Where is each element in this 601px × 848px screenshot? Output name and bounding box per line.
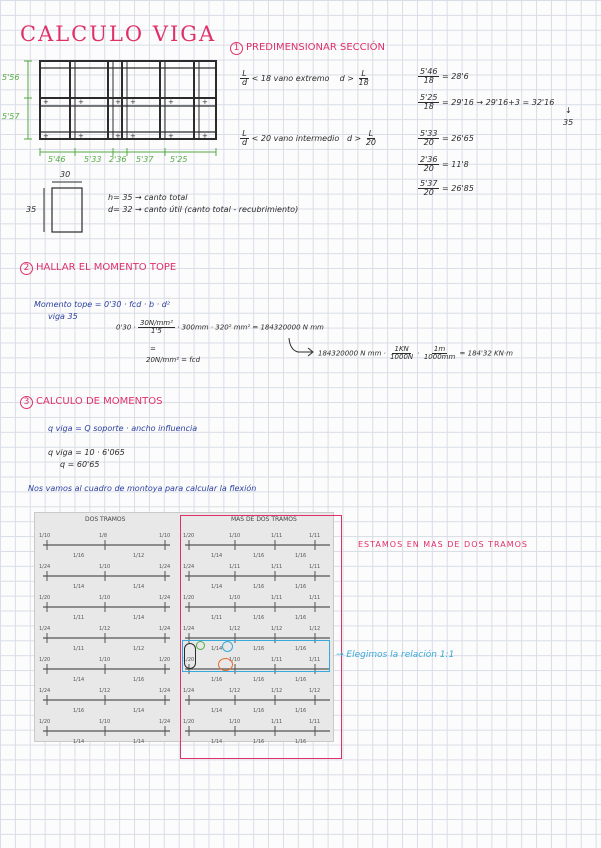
svg-text:1/16: 1/16	[73, 708, 85, 714]
dim-bottom-2: 5'33	[84, 155, 102, 164]
svg-text:1/16: 1/16	[295, 677, 307, 683]
black-circle-mark	[184, 643, 196, 669]
table-left-header: DOS TRAMOS	[85, 516, 126, 523]
svg-text:1/16: 1/16	[295, 553, 307, 559]
svg-text:1/16: 1/16	[295, 739, 307, 743]
svg-text:1/24: 1/24	[183, 626, 195, 632]
calc2: $\frac{5'25}{18}$ = 29'16 → 29'16+3 = 32'16	[420, 93, 555, 111]
svg-text:+: +	[43, 132, 49, 140]
svg-text:1/11: 1/11	[271, 533, 283, 539]
svg-text:1/11: 1/11	[229, 564, 241, 570]
svg-text:1/11: 1/11	[271, 657, 283, 663]
svg-text:1/14: 1/14	[211, 739, 223, 743]
unit-conversion: 184320000 N mm · $\frac{1KN}{1000N}$ · $\frac{1m}{1000mm}$ = 184'32 KN·m	[318, 345, 513, 361]
step3-title: CALCULO DE MOMENTOS	[36, 396, 163, 407]
svg-text:1/24: 1/24	[39, 626, 51, 632]
step1-title: PREDIMENSIONAR SECCIÓN	[246, 42, 385, 53]
relation-note: → Elegimos la relación 1:1	[336, 650, 455, 660]
svg-text:+: +	[168, 98, 174, 106]
svg-text:1/14: 1/14	[133, 739, 145, 743]
svg-text:1/10: 1/10	[99, 719, 111, 725]
section-height: 35	[26, 205, 37, 214]
svg-text:1/12: 1/12	[229, 626, 241, 632]
moment-formula: Momento tope = 0'30 · fcd · b · d²	[34, 300, 170, 309]
svg-text:1/11: 1/11	[309, 719, 321, 725]
svg-text:1/20: 1/20	[183, 595, 195, 601]
calc1: $\frac{5'46}{18}$ = 28'6	[420, 67, 469, 85]
equals-mark: =	[150, 345, 156, 353]
page-title: CALCULO VIGA	[20, 22, 217, 46]
svg-text:1/10: 1/10	[229, 533, 241, 539]
q-formula: q viga = Q soporte · ancho influencia	[48, 424, 198, 433]
fcd-value: 20N/mm² = fcd	[146, 356, 201, 364]
svg-text:+: +	[78, 98, 84, 106]
svg-text:1/16: 1/16	[253, 615, 265, 621]
svg-text:1/14: 1/14	[133, 584, 145, 590]
note-h: h= 35 → canto total	[108, 193, 188, 202]
svg-text:1/14: 1/14	[211, 708, 223, 714]
green-circle-mark	[196, 641, 205, 650]
step2-heading	[20, 262, 176, 275]
svg-text:1/12: 1/12	[271, 688, 283, 694]
svg-text:1/16: 1/16	[73, 553, 85, 559]
svg-text:+: +	[78, 132, 84, 140]
svg-text:1/11: 1/11	[271, 719, 283, 725]
svg-text:1/11: 1/11	[271, 595, 283, 601]
svg-text:1/24: 1/24	[183, 564, 195, 570]
svg-text:1/16: 1/16	[253, 708, 265, 714]
mas-de-dos-tramos-note: ESTAMOS EN MAS DE DOS TRAMOS	[358, 540, 528, 549]
mas-de-dos-tramos-highlight	[180, 515, 342, 759]
svg-text:1/16: 1/16	[133, 677, 145, 683]
svg-text:1/10: 1/10	[99, 657, 111, 663]
rule1: $\frac{L}{d}$ < 18 vano extremo d > $\frac{L}{18}$	[242, 69, 369, 87]
svg-text:1/20: 1/20	[183, 657, 195, 663]
svg-text:+: +	[43, 98, 49, 106]
svg-text:1/11: 1/11	[211, 615, 223, 621]
svg-text:1/14: 1/14	[211, 646, 223, 652]
svg-text:1/12: 1/12	[229, 688, 241, 694]
svg-text:+: +	[168, 132, 174, 140]
step1-heading	[230, 42, 385, 55]
svg-text:1/24: 1/24	[39, 688, 51, 694]
viga-label: viga 35	[48, 312, 78, 321]
calc2-final: 35	[563, 118, 574, 127]
svg-text:1/16: 1/16	[295, 584, 307, 590]
calc3: $\frac{5'33}{20}$ = 26'65	[420, 129, 474, 147]
dim-bottom-4: 5'37	[136, 155, 154, 164]
svg-text:1/20: 1/20	[183, 533, 195, 539]
svg-text:1/20: 1/20	[159, 657, 171, 663]
svg-text:1/11: 1/11	[309, 595, 321, 601]
blue-circle-mark	[222, 641, 233, 652]
svg-text:1/10: 1/10	[99, 595, 111, 601]
svg-text:1/16: 1/16	[253, 739, 265, 743]
conversion-arrow-icon	[286, 336, 316, 358]
step2-number: 2	[20, 262, 33, 275]
svg-text:1/16: 1/16	[253, 646, 265, 652]
svg-text:1/12: 1/12	[309, 688, 321, 694]
svg-text:1/24: 1/24	[159, 564, 171, 570]
beam-section-drawing	[38, 176, 94, 236]
svg-text:1/14: 1/14	[73, 739, 85, 743]
svg-text:+: +	[130, 98, 136, 106]
svg-text:1/24: 1/24	[183, 688, 195, 694]
svg-text:1/10: 1/10	[229, 719, 241, 725]
svg-text:1/20: 1/20	[183, 719, 195, 725]
dim-left-1: 5'56	[2, 73, 20, 82]
q-calc: q viga = 10 · 6'065	[48, 448, 125, 457]
orange-circle-mark	[218, 658, 233, 671]
svg-text:1/14: 1/14	[73, 584, 85, 590]
dim-bottom-5: 5'25	[170, 155, 188, 164]
svg-text:+: +	[115, 98, 121, 106]
step3-heading	[20, 396, 162, 409]
svg-text:1/20: 1/20	[39, 595, 51, 601]
step2-title: HALLAR EL MOMENTO TOPE	[36, 262, 177, 273]
svg-text:1/10: 1/10	[39, 533, 51, 539]
montoya-note: Nos vamos al cuadro de montoya para calcular la flexión	[28, 484, 257, 493]
dim-left-2: 5'57	[2, 112, 20, 121]
svg-text:1/20: 1/20	[39, 719, 51, 725]
note-d: d= 32 → canto útil (canto total - recubrimiento)	[108, 205, 299, 214]
svg-text:1/16: 1/16	[253, 677, 265, 683]
svg-text:1/11: 1/11	[309, 533, 321, 539]
svg-text:1/16: 1/16	[253, 584, 265, 590]
svg-text:1/12: 1/12	[309, 626, 321, 632]
svg-text:+: +	[202, 98, 208, 106]
svg-text:1/24: 1/24	[159, 595, 171, 601]
calc2-arrow: ↓	[565, 106, 572, 115]
dim-bottom-1: 5'46	[48, 155, 66, 164]
svg-text:1/11: 1/11	[73, 646, 85, 652]
svg-text:1/14: 1/14	[211, 553, 223, 559]
svg-text:1/24: 1/24	[159, 626, 171, 632]
svg-text:1/16: 1/16	[211, 677, 223, 683]
moment-calc: 0'30 · $\frac{\text{30N/mm²}}{1'5}$ · 300mm · 320² mm² = 184320000 N mm	[116, 319, 324, 335]
svg-text:1/11: 1/11	[73, 615, 85, 621]
svg-text:1/10: 1/10	[229, 595, 241, 601]
svg-text:1/11: 1/11	[309, 564, 321, 570]
svg-text:1/16: 1/16	[295, 646, 307, 652]
svg-text:1/10: 1/10	[159, 533, 171, 539]
rule2: $\frac{L}{d}$ < 20 vano intermedio d > $\frac{L}{20}$	[242, 129, 376, 147]
svg-text:1/14: 1/14	[211, 584, 223, 590]
svg-text:1/20: 1/20	[39, 657, 51, 663]
dim-bottom-3: 2'36	[109, 155, 127, 164]
svg-text:1/10: 1/10	[229, 657, 241, 663]
calc5: $\frac{5'37}{20}$ = 26'85	[420, 179, 474, 197]
svg-text:1/24: 1/24	[159, 719, 171, 725]
svg-text:1/24: 1/24	[159, 688, 171, 694]
svg-text:1/12: 1/12	[99, 688, 111, 694]
svg-text:1/8: 1/8	[99, 533, 108, 539]
svg-text:1/12: 1/12	[133, 646, 145, 652]
frame-plan-drawing	[18, 60, 218, 164]
svg-text:1/11: 1/11	[309, 657, 321, 663]
calc4: $\frac{2'36}{20}$ = 11'8	[420, 155, 469, 173]
svg-text:+: +	[130, 132, 136, 140]
svg-text:1/12: 1/12	[99, 626, 111, 632]
svg-text:+: +	[202, 132, 208, 140]
svg-text:1/16: 1/16	[295, 615, 307, 621]
step3-number: 3	[20, 396, 33, 409]
table-right-header: MAS DE DOS TRAMOS	[231, 516, 297, 523]
svg-text:1/16: 1/16	[253, 553, 265, 559]
section-width: 30	[60, 170, 71, 179]
svg-text:1/24: 1/24	[39, 564, 51, 570]
step1-number: 1	[230, 42, 243, 55]
svg-text:1/10: 1/10	[99, 564, 111, 570]
svg-text:1/16: 1/16	[295, 708, 307, 714]
q-result: q = 60'65	[60, 460, 100, 469]
svg-text:1/14: 1/14	[73, 677, 85, 683]
svg-text:1/11: 1/11	[271, 564, 283, 570]
svg-text:1/14: 1/14	[133, 708, 145, 714]
svg-text:1/14: 1/14	[133, 615, 145, 621]
svg-text:1/12: 1/12	[271, 626, 283, 632]
svg-text:+: +	[115, 132, 121, 140]
svg-text:1/12: 1/12	[133, 553, 145, 559]
